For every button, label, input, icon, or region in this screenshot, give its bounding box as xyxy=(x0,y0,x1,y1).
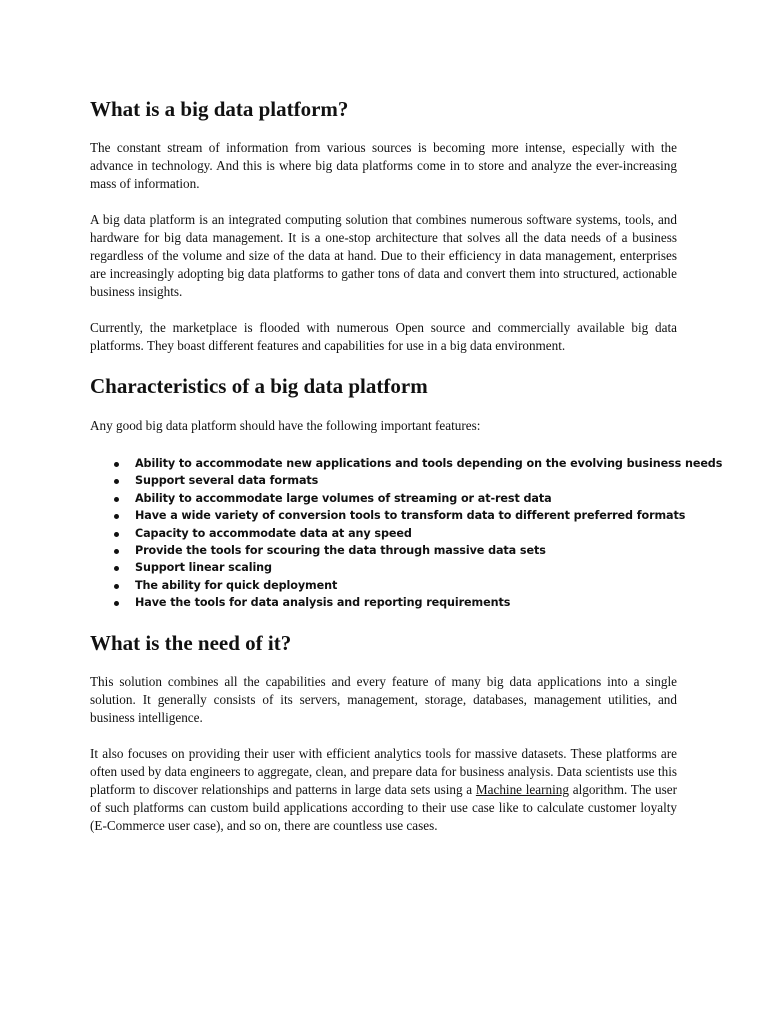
document-page xyxy=(90,84,723,835)
bullet-icon xyxy=(114,566,119,571)
list-item xyxy=(90,455,723,472)
list-item-text: Support linear scaling xyxy=(135,561,272,575)
bullet-icon xyxy=(114,584,119,589)
features-list xyxy=(90,455,723,612)
paragraph-definition: A big data platform is an integrated computing solution that combines numerous software systems, tools, and hardware for big data management. It is a one-stop architecture that solves all the data needs of a business regardless of the volume and size of the data at hand. Due to their efficiency in data management, enterprises are increasingly adopting big data platforms to gather tons of data and convert them into structured, actionable business insights. xyxy=(90,212,677,299)
list-item-text: Have a wide variety of conversion tools to transform data to different preferred formats xyxy=(135,509,686,523)
bullet-icon xyxy=(114,497,119,502)
list-item-text: The ability for quick deployment xyxy=(135,578,338,592)
list-item xyxy=(90,472,677,489)
list-item-text: Support several data formats xyxy=(135,474,319,488)
list-item-text: Provide the tools for scouring the data through massive data sets xyxy=(135,544,546,558)
list-item-text: Have the tools for data analysis and reporting requirements xyxy=(135,596,511,610)
bullet-icon xyxy=(114,601,119,606)
list-item-text: Ability to accommodate new applications and tools depending on the evolving business needs xyxy=(135,457,723,470)
bullet-icon xyxy=(114,479,119,484)
list-item-text: Ability to accommodate large volumes of streaming or at-rest data xyxy=(135,491,552,505)
paragraph-solution: This solution combines all the capabilities and every feature of many big data applications into a single solution. It generally consists of its servers, management, storage, databases, management utilities, and business intelligence. xyxy=(90,673,677,725)
list-item xyxy=(90,594,677,611)
list-item xyxy=(90,577,677,594)
paragraph-analytics xyxy=(90,745,677,835)
paragraph-analytics-after: algorithm. The user of such platforms can custom build applications according to their use case like to calculate customer loyalty (E-Commerce user case), and so on, there are countless use cases. xyxy=(90,781,677,833)
heading-need: What is the need of it? xyxy=(90,630,292,655)
bullet-icon xyxy=(114,462,119,467)
paragraph-analytics-before: It also focuses on providing their user with efficient analytics tools for massive datasets. These platforms are often used by data engineers to aggregate, clean, and prepare data for business analysis. Data scientists use this platform to discover relationships and patterns in large data sets using a xyxy=(90,745,677,797)
bullet-icon xyxy=(114,514,119,519)
heading-what-is-big-data-platform: What is a big data platform? xyxy=(90,97,349,121)
list-item xyxy=(90,490,677,507)
machine-learning-link[interactable]: Machine learning xyxy=(475,781,569,797)
list-item xyxy=(90,542,677,559)
paragraph-intro: The constant stream of information from various sources is becoming more intense, especially with the advance in technology. And this is where big data platforms come in to store and analyze the ever-increasing mass of information. xyxy=(90,140,677,191)
bullet-icon xyxy=(114,532,119,537)
heading-characteristics: Characteristics of a big data platform xyxy=(90,374,428,398)
bullet-icon xyxy=(114,549,119,554)
paragraph-marketplace: Currently, the marketplace is flooded with numerous Open source and commercially available big data platforms. They boast different features and capabilities for use in a big data environment. xyxy=(90,320,677,353)
list-item xyxy=(90,525,677,542)
list-item-text: Capacity to accommodate data at any speed xyxy=(135,526,412,540)
paragraph-features-intro: Any good big data platform should have the following important features: xyxy=(90,418,481,433)
list-item xyxy=(90,507,686,524)
list-item xyxy=(90,559,677,576)
